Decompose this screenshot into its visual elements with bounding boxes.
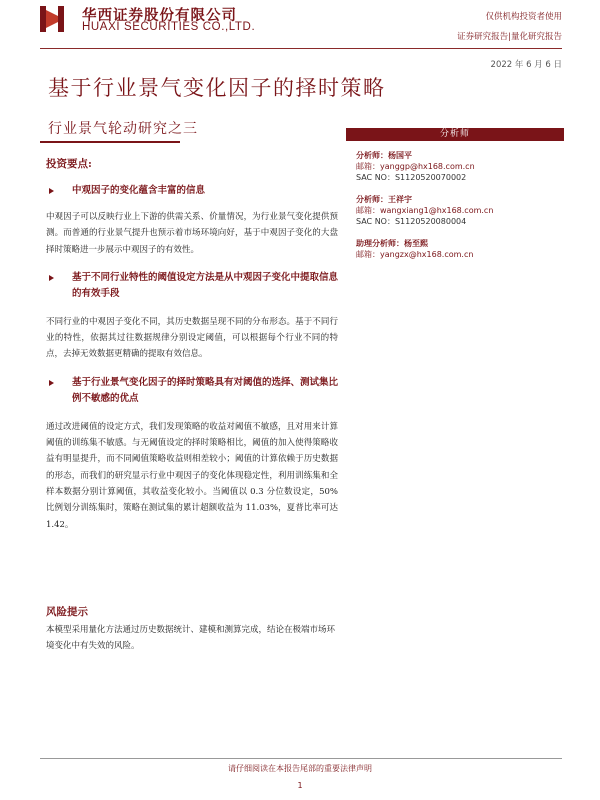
- bullet-triangle-icon: [49, 275, 54, 281]
- report-title: 基于行业景气变化因子的择时策略: [48, 76, 386, 100]
- key-point-text: 中观因子可以反映行业上下游的供需关系、价量情况，为行业景气变化提供预测。而普通的行业景气提升也预示着市场环境向好，基于中观因子变化的大盘择时策略进一步展示中观因子的有效性。: [46, 212, 338, 255]
- analyst-name: 分析师：王祥宇: [356, 194, 412, 204]
- key-point-2: [46, 270, 338, 302]
- bullet-triangle-icon: [49, 380, 54, 386]
- header-divider: [40, 48, 562, 49]
- risk-heading: 风险提示: [46, 606, 88, 618]
- company-name-cn: 华西证券股份有限公司: [82, 7, 237, 24]
- huaxi-logo-icon: [40, 6, 64, 32]
- analyst-sac: SAC NO：S1120520080004: [356, 217, 467, 226]
- subtitle-underline: [40, 141, 180, 143]
- report-subtitle: 行业景气轮动研究之三: [48, 121, 198, 137]
- analyst-panel: [346, 128, 564, 260]
- analyst-bar: 分析师: [346, 128, 564, 141]
- report-type: 证券研究报告|量化研究报告: [457, 32, 562, 42]
- analyst-email[interactable]: 邮箱：yanggp@hx168.com.cn: [356, 162, 475, 171]
- key-point-text: 通过改进阈值的设定方式，我们发现策略的收益对阈值不敏感，且对用来计算阈值的训练集不敏感。与无阈值设定的择时策略相比，阈值的加入使得策略收益有明显提升，而不同阈值策略收益则相差较小；阈值的计算依赖于历史数据的形态，而我们的研究显示行业中观因子的变化体现稳定性，利用训练集和全样本数据分别计算阈值，其收益变化较小。当阈值以 0.3 分位数设定，50%比例划分训练集时，策略在测试集的累计超额收益为 11.03%，夏普比率可达 1.42。: [46, 421, 338, 530]
- analyst-entry: [356, 149, 564, 183]
- risk-section: [46, 604, 338, 654]
- key-point-3: [46, 375, 338, 407]
- company-name-en: HUAXI SECURITIES CO.,LTD.: [82, 21, 256, 33]
- investment-summary: [46, 150, 338, 533]
- key-point-title: 中观因子的变化蕴含丰富的信息: [72, 185, 206, 196]
- analyst-name: 助理分析师：杨至熙: [356, 238, 428, 248]
- analyst-name: 分析师：杨国平: [356, 150, 412, 160]
- key-point-title: 基于行业景气变化因子的择时策略具有对阈值的选择、测试集比例不敏感的优点: [72, 376, 339, 404]
- analyst-email[interactable]: 邮箱：yangzx@hx168.com.cn: [356, 250, 474, 259]
- bullet-triangle-icon: [49, 188, 54, 194]
- key-point-1: [46, 183, 338, 199]
- key-point-title: 基于不同行业特性的阈值设定方法是从中观因子变化中提取信息的有效手段: [72, 271, 339, 299]
- report-date: 2022 年 6 月 6 日: [490, 60, 562, 70]
- legal-notice: 请仔细阅读在本报告尾部的重要法律声明: [228, 764, 372, 773]
- summary-heading: 投资要点:: [46, 158, 92, 170]
- analyst-sac: SAC NO：S1120520070002: [356, 173, 467, 182]
- analyst-email[interactable]: 邮箱：wangxiang1@hx168.com.cn: [356, 206, 494, 215]
- analyst-entry: [356, 193, 564, 227]
- footer-divider: [40, 758, 562, 759]
- key-point-text: 不同行业的中观因子变化不同，其历史数据呈现不同的分布形态。基于不同行业的特性，依据其过往数据规律分别设定阈值，可以根据每个行业不同的特点，去掉无效数据更精确的提取有效信息。: [46, 316, 338, 360]
- audience-note: 仅供机构投资者使用: [485, 12, 562, 22]
- analyst-entry: [356, 237, 564, 260]
- page-number: 1: [297, 781, 303, 790]
- risk-text: 本模型采用量化方法通过历史数据统计、建模和测算完成，结论在极端市场环境变化中有失效的风险。: [46, 625, 336, 651]
